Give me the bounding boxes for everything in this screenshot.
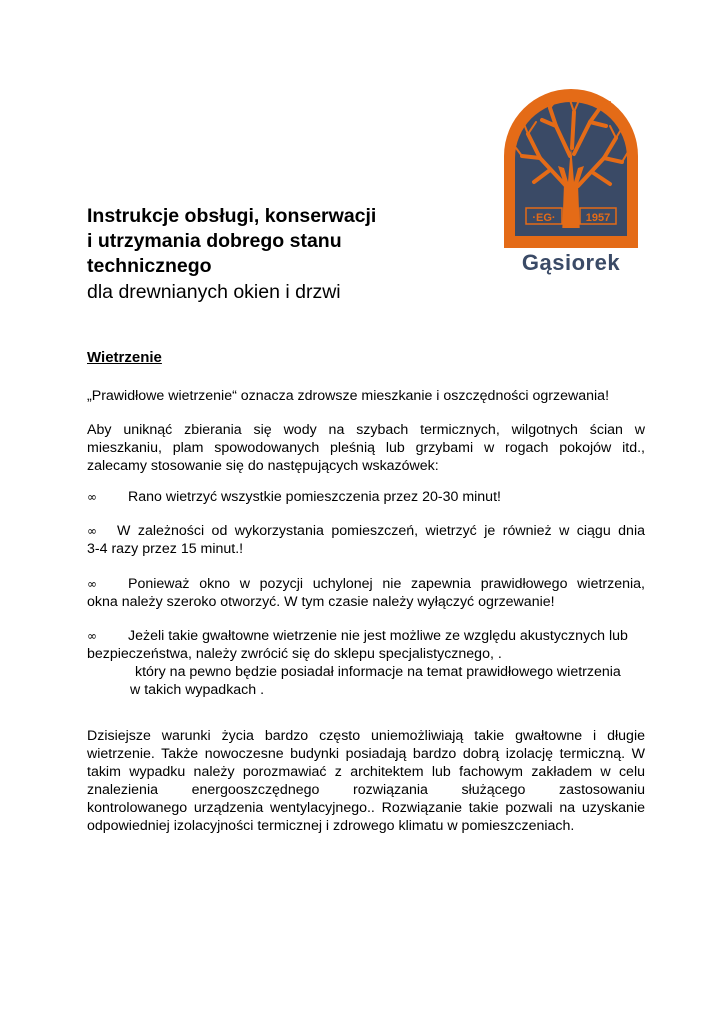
paragraph-line: znalezienia energooszczędnego rozwiązania służącego zastosowaniu (87, 782, 645, 798)
logo-initials: ·EG· (532, 212, 556, 224)
bullet-line: bezpieczeństwa, należy zwrócić się do sklepu specjalistycznego, . (87, 646, 502, 662)
paragraph-line: „Prawidłowe wietrzenie“ oznacza zdrowsze mieszkanie i oszczędności ogrzewania! (87, 388, 610, 404)
bullet-line: w takich wypadkach . (130, 682, 265, 698)
bullet-line: 3-4 razy przez 15 minut.! (87, 541, 244, 557)
bullet-symbol-icon: ∞ (87, 629, 97, 643)
document-title (87, 204, 447, 279)
bullet-line (87, 575, 645, 593)
bullet-text: W zależności od wykorzystania pomieszczeń, wietrzyć je również w ciągu dnia (117, 523, 645, 539)
paragraph-line: Aby uniknąć zbierania się wody na szybach termicznych, wilgotnych ścian w (87, 422, 645, 438)
logo-year: 1957 (585, 212, 611, 224)
intro-paragraph (87, 387, 645, 405)
paragraph-line: zalecamy stosowanie się do następujących wskazówek: (87, 458, 439, 474)
bullet-line (87, 522, 645, 540)
bullet-text: Rano wietrzyć wszystkie pomieszczenia przez 20-30 minut! (128, 489, 501, 505)
bullet-line: okna należy szeroko otworzyć. W tym czasie należy wyłączyć ogrzewanie! (87, 594, 555, 610)
bullet-item (87, 522, 645, 558)
title-line: Instrukcje obsługi, konserwacji (87, 205, 377, 227)
bullet-item (87, 488, 645, 506)
bullet-line (87, 627, 645, 645)
title-line: technicznego (87, 255, 212, 277)
bullet-symbol-icon: ∞ (87, 490, 97, 504)
logo-wordmark: Gąsiorek (521, 250, 621, 275)
bullet-item (87, 575, 645, 611)
paragraph-line: kontrolowanego urządzenia wentylacyjnego.. Rozwiązanie takie pozwali na uzyskanie (87, 800, 645, 816)
paragraph-2 (87, 727, 645, 835)
paragraph-line: wietrzenie. Także nowoczesne budynki posiadają bardzo dobrą izolację termiczną. W (87, 746, 645, 762)
bullet-item (87, 627, 645, 699)
paragraph-line: odpowiedniej izolacyjności termicznej i zdrowego klimatu w pomieszczeniach. (87, 818, 575, 834)
bullet-text: Jeżeli takie gwałtowne wietrzenie nie jest możliwe ze względu akustycznych lub (128, 628, 628, 644)
paragraph-1 (87, 421, 645, 475)
paragraph-line: takim wypadku należy porozmawiać z architektem lub fachowym zakładem w celu (87, 764, 645, 780)
paragraph-line: Dzisiejsze warunki życia bardzo często uniemożliwiają takie gwałtowne i długie (87, 728, 645, 744)
section-heading: Wietrzenie (87, 349, 162, 366)
tree-emblem-icon (500, 86, 642, 248)
bullet-symbol-icon: ∞ (87, 577, 97, 591)
bullet-line: który na pewno będzie posiadał informacje na temat prawidłowego wietrzenia (135, 664, 621, 680)
title-line: i utrzymania dobrego stanu (87, 230, 342, 252)
bullet-symbol-icon: ∞ (87, 524, 97, 538)
bullet-text: Ponieważ okno w pozycji uchylonej nie zapewnia prawidłowego wietrzenia, (128, 576, 645, 592)
company-logo (500, 86, 642, 278)
document-subtitle: dla drewnianych okien i drzwi (87, 281, 341, 303)
paragraph-line: mieszkaniu, plam spowodowanych pleśnią lub grzybami w rogach pokojów itd., (87, 440, 645, 456)
